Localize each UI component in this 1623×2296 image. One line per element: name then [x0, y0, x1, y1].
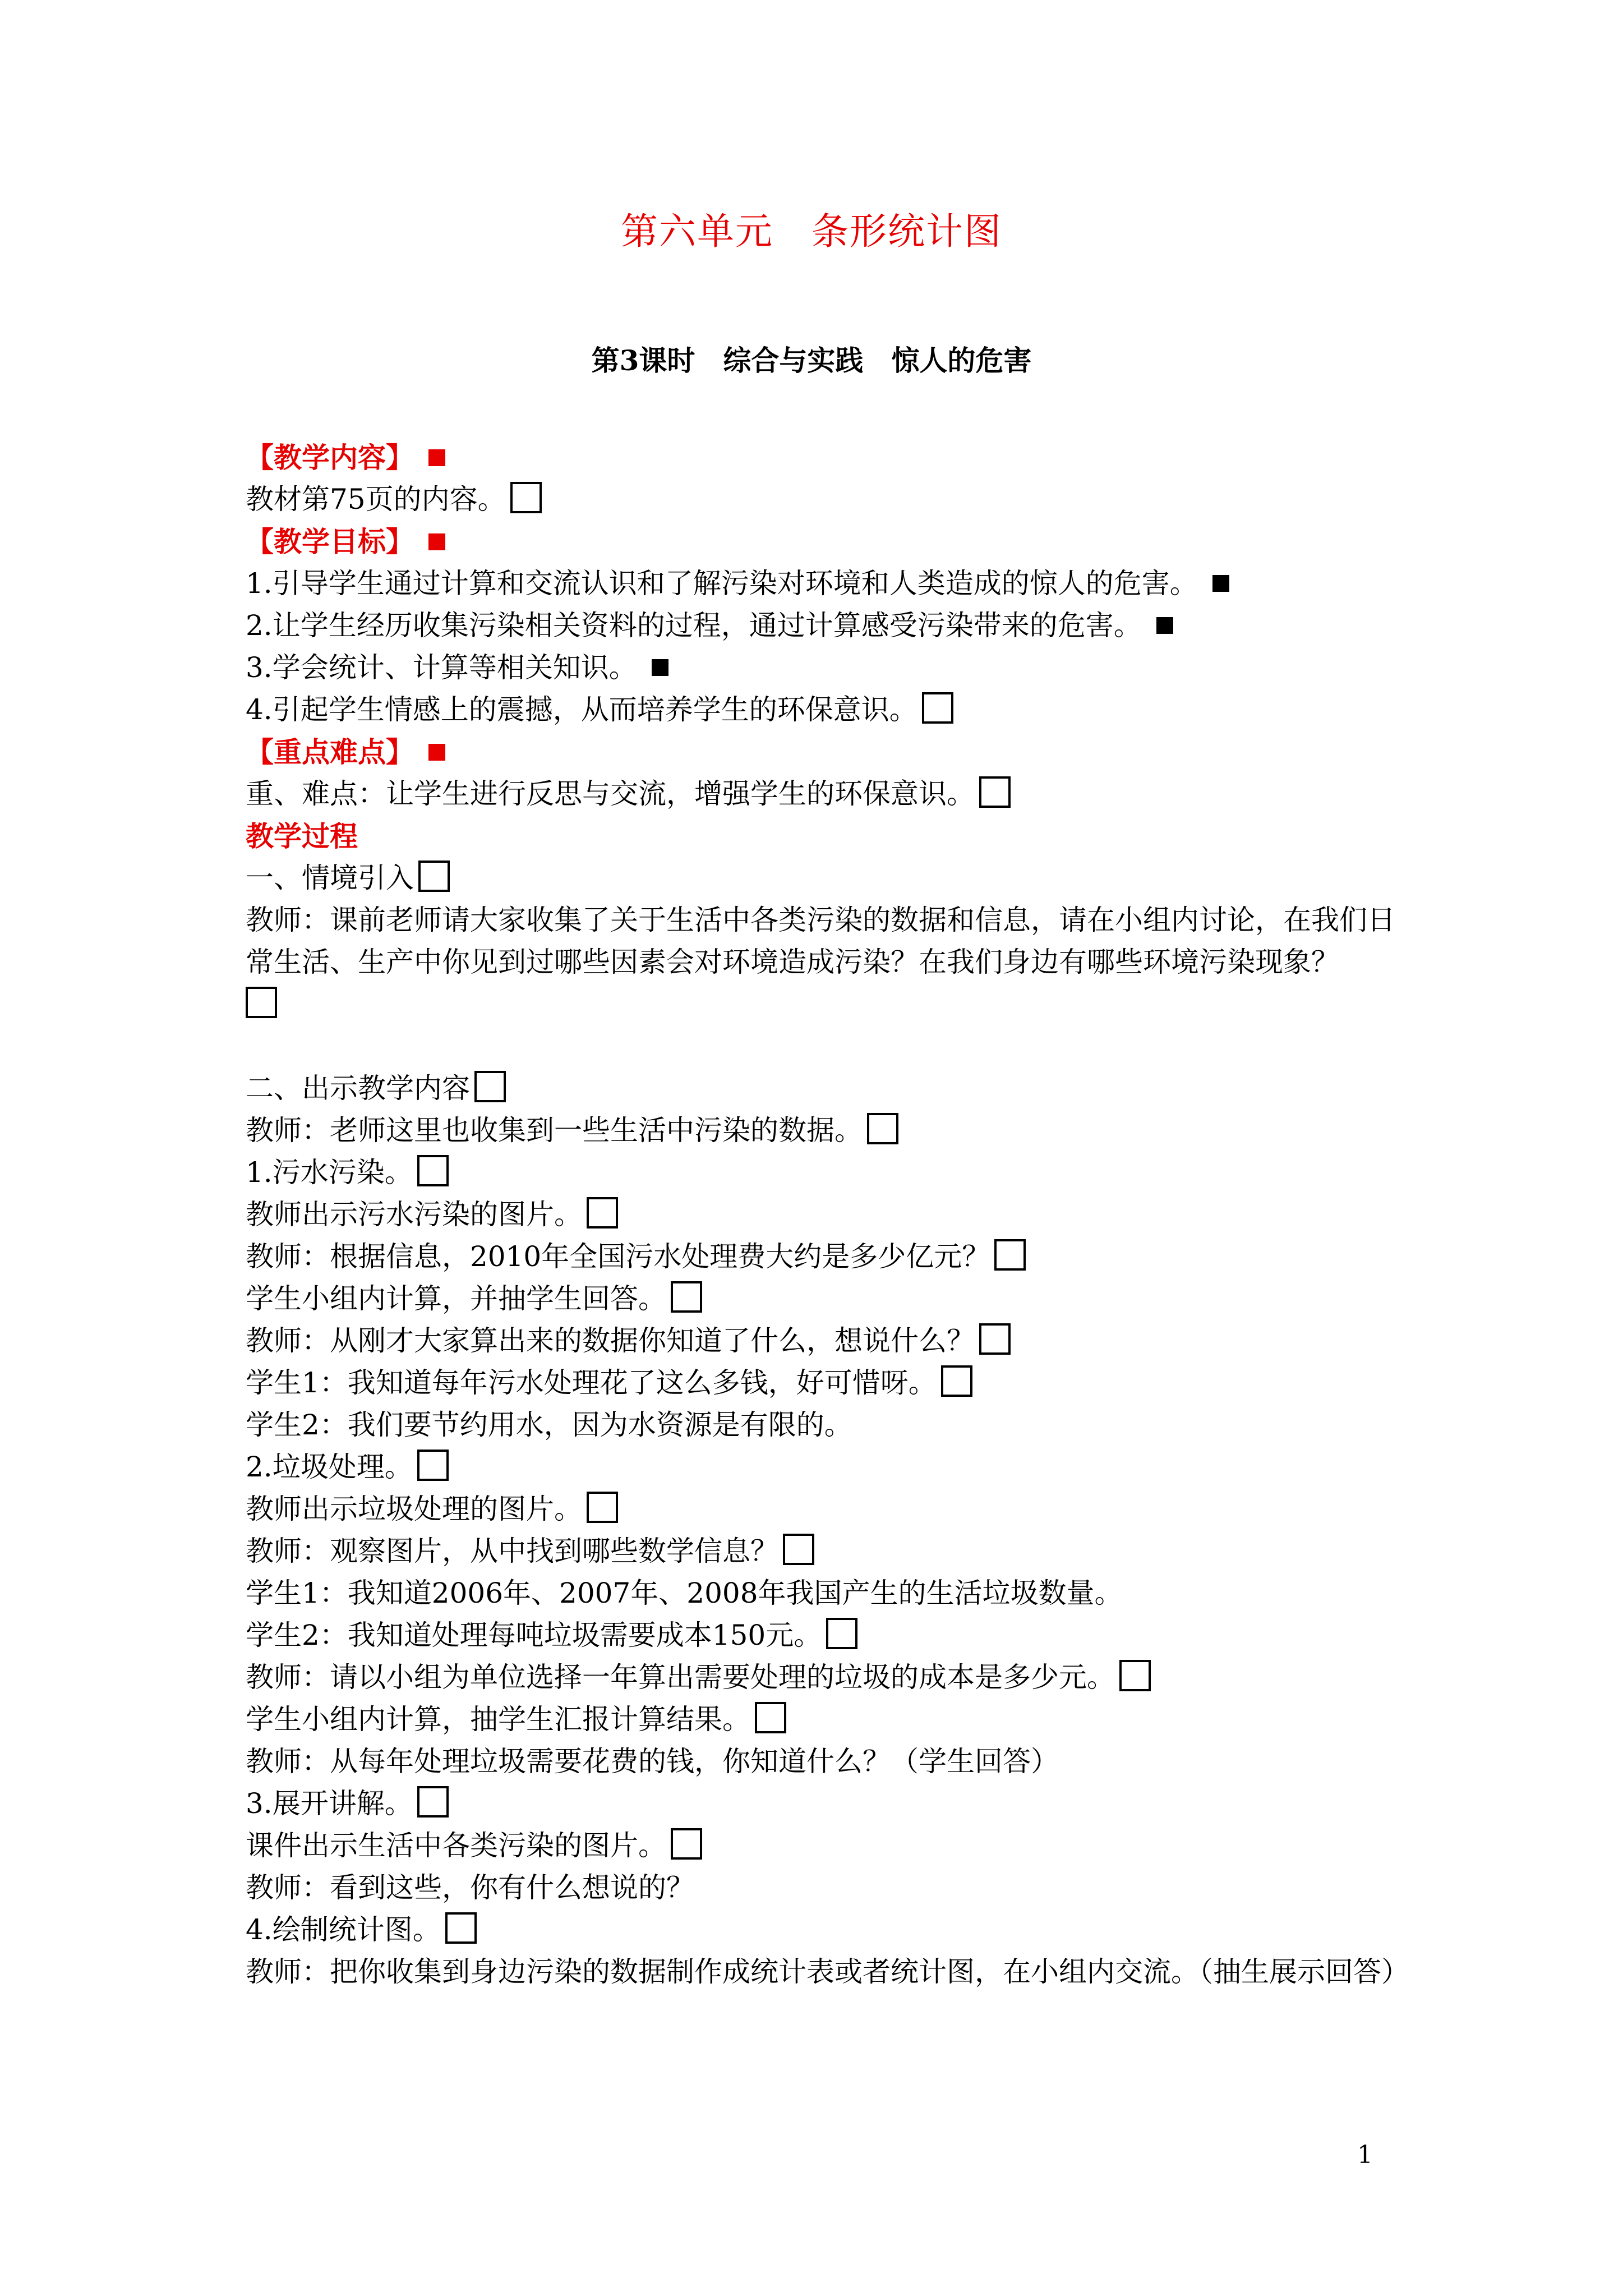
- process-line: 学生1：我知道每年污水处理花了这么多钱，好可惜呀。: [246, 1362, 1395, 1404]
- red-square-icon: [428, 744, 445, 761]
- goals-heading: 【教学目标】: [246, 521, 1395, 563]
- final-text: 教师：把你收集到身边污染的数据制作成统计表或者统计图，在小组内交流。（抽生展示回答）: [246, 1955, 1409, 1988]
- black-square-icon: [1212, 575, 1229, 592]
- key-heading: 【重点难点】: [246, 731, 1395, 773]
- process-line: 教师：从刚才大家算出来的数据你知道了什么，想说什么？: [246, 1320, 1395, 1362]
- process-line: 学生2：我知道处理每吨垃圾需要成本150元。: [246, 1614, 1395, 1657]
- document-body: [246, 436, 1409, 1993]
- checkbox-icon: [246, 987, 277, 1018]
- red-square-icon: [428, 449, 445, 466]
- process-line: 教师：观察图片，从中找到哪些数学信息？: [246, 1530, 1395, 1572]
- goal-item: 2.让学生经历收集污染相关资料的过程，通过计算感受污染带来的危害。: [246, 605, 1395, 647]
- checkbox-icon: [418, 861, 450, 892]
- process-line: 教师：从每年处理垃圾需要花费的钱，你知道什么？（学生回答）: [246, 1745, 1059, 1778]
- checkbox-icon: [994, 1239, 1026, 1271]
- checkbox-icon: [979, 776, 1011, 808]
- checkbox-icon: [417, 1450, 449, 1481]
- unit-title: 第六单元 条形统计图: [621, 210, 1002, 253]
- checkbox-icon: [941, 1365, 972, 1397]
- page-number: 1: [1357, 2141, 1373, 2169]
- key-text: 重、难点：让学生进行反思与交流，增强学生的环保意识。: [246, 773, 1395, 815]
- checkbox-icon: [510, 482, 542, 513]
- checkbox-icon: [922, 692, 953, 724]
- checkbox-icon: [826, 1618, 857, 1649]
- process-line: 课件出示生活中各类污染的图片。: [246, 1825, 1395, 1867]
- checkbox-icon: [1119, 1660, 1151, 1691]
- checkbox-icon: [474, 1071, 506, 1102]
- process-line: 教师：看到这些，你有什么想说的？: [246, 1871, 694, 1904]
- process-line: 教师出示污水污染的图片。: [246, 1194, 1395, 1236]
- process-line: 2.垃圾处理。: [246, 1446, 1395, 1488]
- process-line: 3.展开讲解。: [246, 1783, 1395, 1825]
- process-line: 学生小组内计算，并抽学生回答。: [246, 1278, 1395, 1320]
- content-text: 教材第75页的内容。: [246, 478, 1395, 521]
- checkbox-icon: [587, 1197, 618, 1228]
- process-line: 学生1：我知道2006年、2007年、2008年我国产生的生活垃圾数量。: [246, 1577, 1123, 1609]
- process-line: 1.污水污染。: [246, 1152, 1395, 1194]
- goal-item: 1.引导学生通过计算和交流认识和了解污染对环境和人类造成的惊人的危害。: [246, 563, 1395, 605]
- checkbox-icon: [979, 1323, 1011, 1355]
- checkbox-icon: [755, 1702, 786, 1733]
- intro-text: 教师：课前老师请大家收集了关于生活中各类污染的数据和信息，请在小组内讨论，在我们日常生活、生产中你见到过哪些因素会对环境造成污染？在我们身边有哪些环境污染现象？: [246, 899, 1395, 1025]
- process-heading: 教学过程: [246, 820, 358, 853]
- process-line: 教师出示垃圾处理的图片。: [246, 1488, 1395, 1530]
- goal-item: 4.引起学生情感上的震撼，从而培养学生的环保意识。: [246, 689, 1395, 731]
- checkbox-icon: [783, 1534, 814, 1565]
- process-line: 4.绘制统计图。: [246, 1909, 1395, 1951]
- red-square-icon: [428, 533, 445, 550]
- goal-item: 3.学会统计、计算等相关知识。: [246, 647, 1395, 689]
- checkbox-icon: [671, 1828, 702, 1860]
- checkbox-icon: [445, 1912, 477, 1944]
- process-line: 学生2：我们要节约用水，因为水资源是有限的。: [246, 1409, 852, 1441]
- intro-heading: 一、情境引入: [246, 857, 1395, 899]
- checkbox-icon: [417, 1155, 449, 1186]
- black-square-icon: [1156, 617, 1173, 634]
- process-line: 教师：请以小组为单位选择一年算出需要处理的垃圾的成本是多少元。: [246, 1657, 1395, 1699]
- checkbox-icon: [867, 1113, 898, 1144]
- show-heading: 二、出示教学内容: [246, 1068, 1395, 1110]
- lesson-subtitle: 第3课时 综合与实践 惊人的危害: [591, 344, 1032, 377]
- process-line: 教师：老师这里也收集到一些生活中污染的数据。: [246, 1110, 1395, 1152]
- checkbox-icon: [587, 1492, 618, 1523]
- content-heading: 【教学内容】: [246, 436, 1395, 478]
- checkbox-icon: [671, 1281, 702, 1313]
- process-line: 学生小组内计算，抽学生汇报计算结果。: [246, 1699, 1395, 1741]
- checkbox-icon: [417, 1786, 449, 1818]
- process-line: 教师：根据信息，2010年全国污水处理费大约是多少亿元？: [246, 1236, 1395, 1278]
- black-square-icon: [652, 659, 668, 676]
